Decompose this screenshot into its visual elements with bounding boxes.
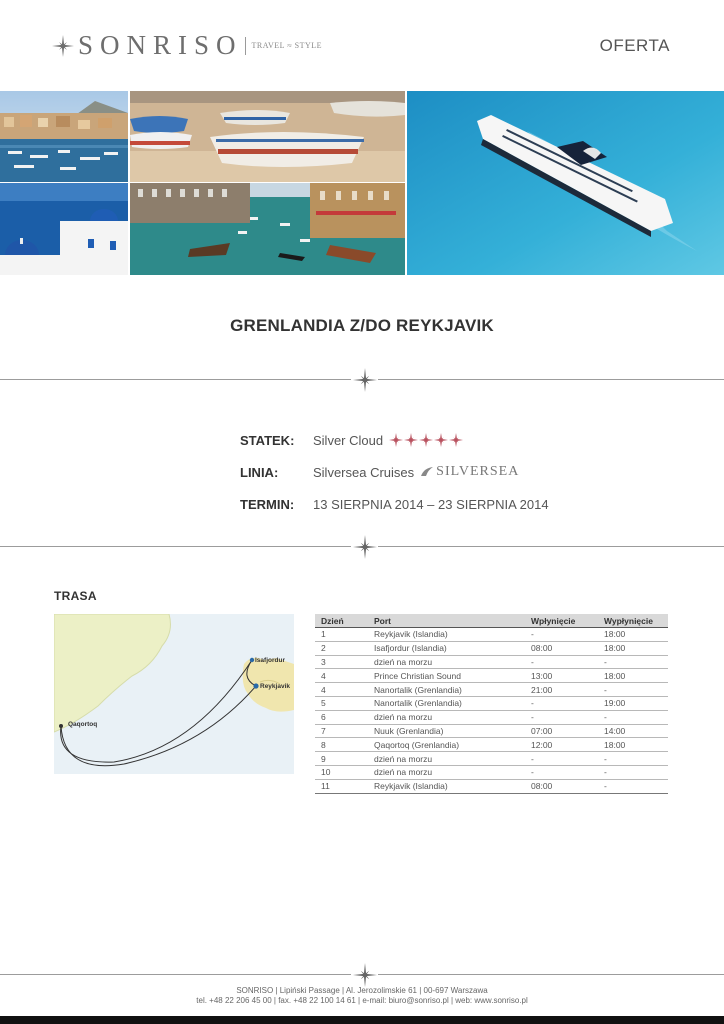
day-cell: 4 xyxy=(315,669,368,683)
column-header: Wypłynięcie xyxy=(598,614,668,628)
ship-rating xyxy=(389,433,464,447)
star-icon xyxy=(389,433,403,447)
day-cell: 7 xyxy=(315,724,368,738)
term-label: TERMIN: xyxy=(240,496,295,512)
venice-canal-photo xyxy=(130,183,405,275)
day-cell: 8 xyxy=(315,738,368,752)
departure-cell: - xyxy=(598,683,668,697)
ship-row xyxy=(240,424,549,456)
arrival-cell: 07:00 xyxy=(525,724,598,738)
star-icon xyxy=(449,433,463,447)
column-header: Port xyxy=(368,614,525,628)
arrival-cell: 08:00 xyxy=(525,641,598,655)
departure-cell: - xyxy=(598,779,668,793)
map-label-reykjavik: Reykjavik xyxy=(260,683,290,690)
line-name: Silversea Cruises xyxy=(313,464,415,480)
table-row xyxy=(315,710,668,724)
arrival-cell: 12:00 xyxy=(525,738,598,752)
page-title: GRENLANDIA Z/DO REYKJAVIK xyxy=(230,316,494,335)
map-label-isafjordur: Isafjordur xyxy=(255,657,285,664)
brand-tagline: TRAVEL ≈ STYLE xyxy=(251,41,323,50)
table-row xyxy=(315,628,668,642)
day-cell: 5 xyxy=(315,696,368,710)
page-footer xyxy=(0,986,724,1006)
brand-name: SONRISO xyxy=(78,30,243,60)
footer-contact: tel. +48 22 206 45 00 | fax. +48 22 100 14 61 | e-mail: biuro@sonriso.pl | web: www.sonriso.pl xyxy=(196,996,528,1005)
silversea-logo xyxy=(420,464,519,480)
cruise-info xyxy=(240,424,549,520)
departure-cell: 14:00 xyxy=(598,724,668,738)
column-header: Dzień xyxy=(315,614,368,628)
departure-cell: - xyxy=(598,710,668,724)
port-cell: Reykjavik (Islandia) xyxy=(368,628,525,642)
route-section-title: TRASA xyxy=(54,589,97,603)
compass-star-icon xyxy=(353,963,377,987)
day-cell: 6 xyxy=(315,710,368,724)
day-cell: 10 xyxy=(315,765,368,779)
arrival-cell: - xyxy=(525,752,598,766)
compass-star-icon xyxy=(52,35,74,57)
departure-cell: 18:00 xyxy=(598,628,668,642)
port-cell: dzień na morzu xyxy=(368,765,525,779)
line-row xyxy=(240,456,549,488)
document-type: OFERTA xyxy=(599,36,670,55)
port-cell: Prince Christian Sound xyxy=(368,669,525,683)
day-cell: 3 xyxy=(315,655,368,669)
departure-cell: - xyxy=(598,655,668,669)
brand-logo xyxy=(52,30,322,61)
beach-boats-photo xyxy=(130,91,405,182)
table-row xyxy=(315,669,668,683)
divider-top xyxy=(0,368,724,392)
table-row xyxy=(315,765,668,779)
departure-cell: - xyxy=(598,752,668,766)
port-cell: dzień na morzu xyxy=(368,710,525,724)
day-cell: 2 xyxy=(315,641,368,655)
table-row xyxy=(315,655,668,669)
arrival-cell: - xyxy=(525,710,598,724)
star-icon xyxy=(404,433,418,447)
table-row xyxy=(315,641,668,655)
star-icon xyxy=(434,433,448,447)
port-cell: Nanortalik (Grenlandia) xyxy=(368,696,525,710)
port-cell: dzień na morzu xyxy=(368,752,525,766)
route-map xyxy=(54,614,294,774)
divider-footer xyxy=(0,963,724,987)
table-row xyxy=(315,724,668,738)
departure-cell: 18:00 xyxy=(598,738,668,752)
ship-name: Silver Cloud xyxy=(313,432,384,448)
photo-strip xyxy=(0,91,724,275)
table-row xyxy=(315,779,668,793)
arrival-cell: - xyxy=(525,765,598,779)
arrival-cell: - xyxy=(525,655,598,669)
day-cell: 1 xyxy=(315,628,368,642)
departure-cell: 18:00 xyxy=(598,669,668,683)
page-header xyxy=(0,0,724,90)
term-dates: 13 SIERPNIA 2014 – 23 SIERPNIA 2014 xyxy=(313,496,549,512)
table-row xyxy=(315,738,668,752)
map-label-qaqortoq: Qaqortoq xyxy=(68,721,98,728)
port-cell: Isafjordur (Islandia) xyxy=(368,641,525,655)
port-cell: Nanortalik (Grenlandia) xyxy=(368,683,525,697)
harbour-photo xyxy=(0,91,128,182)
departure-cell: - xyxy=(598,765,668,779)
day-cell: 9 xyxy=(315,752,368,766)
compass-star-icon xyxy=(353,368,377,392)
table-row xyxy=(315,696,668,710)
table-row xyxy=(315,752,668,766)
star-icon xyxy=(419,433,433,447)
arrival-cell: 08:00 xyxy=(525,779,598,793)
arrival-cell: 13:00 xyxy=(525,669,598,683)
silversea-wordmark: SILVERSEA xyxy=(436,464,520,479)
logo-separator xyxy=(245,37,246,55)
departure-cell: 18:00 xyxy=(598,641,668,655)
port-cell: Nuuk (Grenlandia) xyxy=(368,724,525,738)
silversea-emblem-icon xyxy=(420,466,434,478)
term-row xyxy=(240,488,549,520)
ship-label: STATEK: xyxy=(240,432,295,448)
footer-address: SONRISO | Lipiński Passage | Al. Jerozolimskie 61 | 00-697 Warszawa xyxy=(236,986,488,995)
arrival-cell: - xyxy=(525,696,598,710)
table-row xyxy=(315,683,668,697)
table-header-row xyxy=(315,614,668,628)
arrival-cell: 21:00 xyxy=(525,683,598,697)
arrival-cell: - xyxy=(525,628,598,642)
santorini-photo xyxy=(0,183,128,275)
compass-star-icon xyxy=(353,535,377,559)
bottom-bar xyxy=(0,1016,724,1024)
line-label: LINIA: xyxy=(240,464,279,480)
divider-middle xyxy=(0,535,724,559)
day-cell: 11 xyxy=(315,779,368,793)
cruise-ship-photo xyxy=(407,91,724,275)
day-cell: 4 xyxy=(315,683,368,697)
column-header: Wpłynięcie xyxy=(525,614,598,628)
itinerary-table xyxy=(315,614,668,794)
departure-cell: 19:00 xyxy=(598,696,668,710)
port-cell: Reykjavik (Islandia) xyxy=(368,779,525,793)
port-cell: dzień na morzu xyxy=(368,655,525,669)
port-cell: Qaqortoq (Grenlandia) xyxy=(368,738,525,752)
